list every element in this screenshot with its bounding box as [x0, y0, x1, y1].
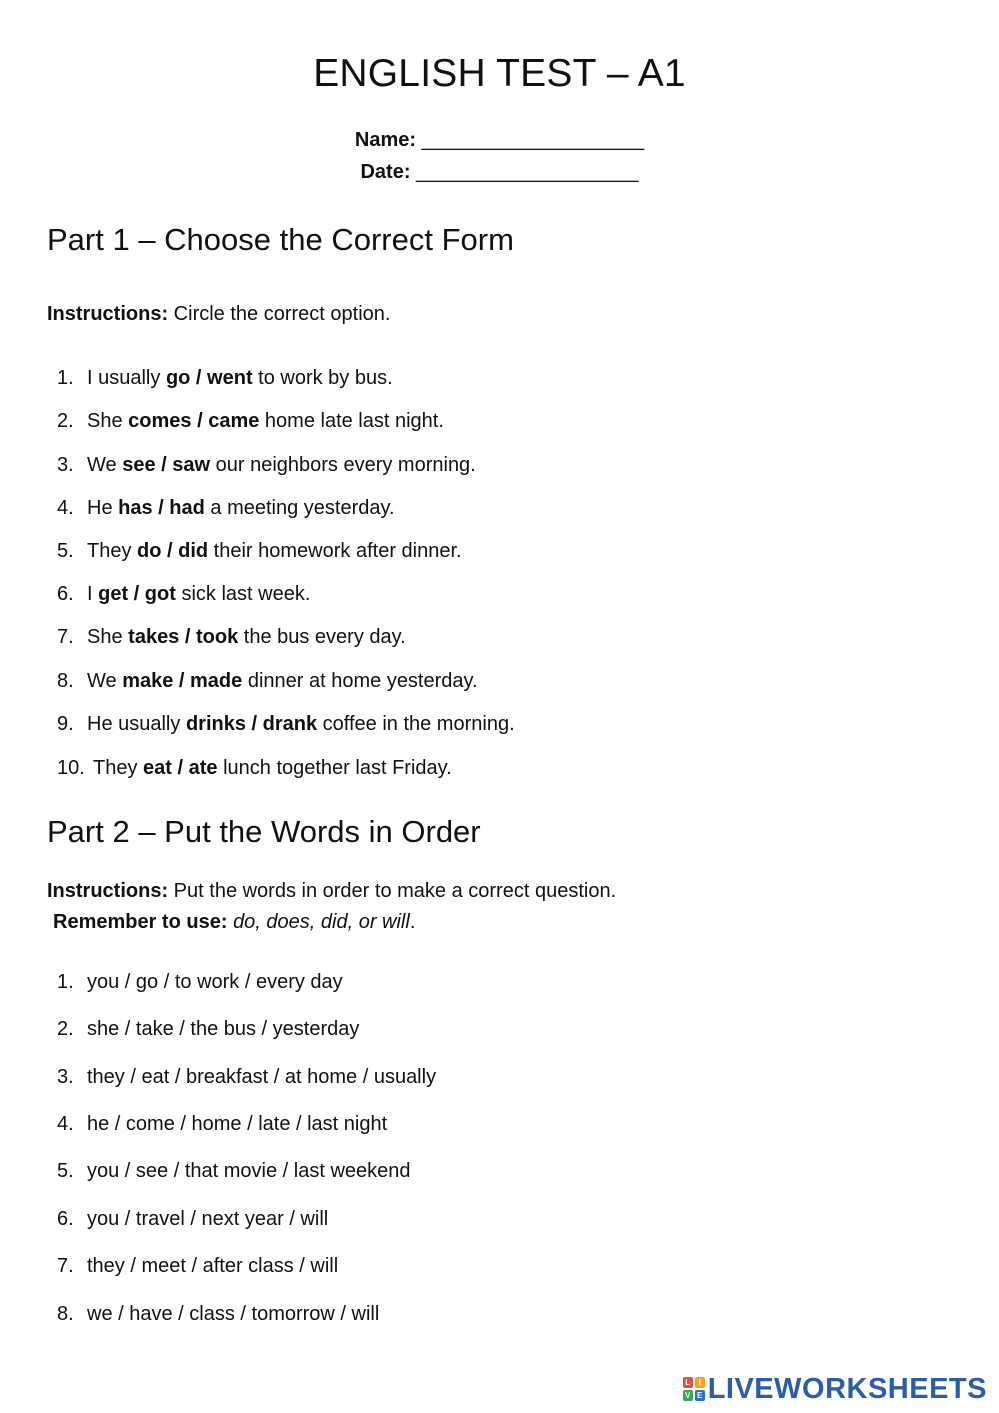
part1-question: [57, 540, 462, 563]
name-line[interactable]: ____________________: [421, 129, 645, 151]
question-text-before: He: [87, 497, 119, 519]
part2-question: [57, 1255, 338, 1278]
part2-question: [57, 1303, 379, 1326]
part1-instructions: [47, 303, 390, 326]
question-text-before: We: [87, 670, 123, 692]
part1-question: [57, 454, 476, 477]
part1-question: [57, 713, 515, 736]
logo-mark-i: I: [695, 1377, 705, 1388]
question-text-before: I: [87, 583, 99, 605]
part2-instructions-label: Instructions:: [47, 880, 169, 902]
part1-question: [57, 410, 444, 433]
question-text-after: our neighbors every morning.: [210, 454, 476, 476]
part2-remember-words: do, does, did, or will: [233, 911, 410, 933]
question-number: 9.: [57, 713, 74, 735]
question-number: 3.: [57, 454, 74, 476]
part2-question: [57, 1066, 436, 1089]
answer-options[interactable]: make / made: [122, 670, 243, 692]
question-text-before: I usually: [87, 367, 166, 389]
logo-text: LIVEWORKSHEETS: [707, 1372, 987, 1405]
answer-options[interactable]: eat / ate: [143, 757, 218, 779]
question-text-before: She: [87, 410, 129, 432]
answer-options[interactable]: do / did: [137, 540, 209, 562]
part2-question: [57, 971, 343, 994]
answer-options[interactable]: get / got: [98, 583, 176, 605]
page-title: ENGLISH TEST – A1: [313, 52, 686, 95]
question-number: 6.: [57, 583, 74, 605]
part1-question: [57, 670, 478, 693]
scrambled-words: you / travel / next year / will: [87, 1208, 329, 1230]
question-number: 5.: [57, 1160, 74, 1182]
part1-question: [57, 583, 310, 606]
part1-question: [57, 757, 452, 780]
scrambled-words: you / see / that movie / last weekend: [87, 1160, 411, 1182]
answer-options[interactable]: comes / came: [128, 410, 260, 432]
part2-remember: [53, 911, 415, 934]
question-number: 2.: [57, 410, 74, 432]
part2-question: [57, 1113, 387, 1136]
question-number: 10.: [57, 757, 85, 779]
question-number: 7.: [57, 1255, 74, 1277]
part1-question: [57, 367, 393, 390]
scrambled-words: they / meet / after class / will: [87, 1255, 339, 1277]
question-text-after: dinner at home yesterday.: [242, 670, 478, 692]
question-text-before: We: [87, 454, 123, 476]
question-text-after: the bus every day.: [238, 626, 406, 648]
part1-instructions-text: Circle the correct option.: [168, 303, 391, 325]
question-number: 8.: [57, 1303, 74, 1325]
part2-instructions: [47, 880, 616, 903]
question-number: 1.: [57, 971, 74, 993]
question-text-after: a meeting yesterday.: [204, 497, 395, 519]
question-number: 5.: [57, 540, 74, 562]
scrambled-words: he / come / home / late / last night: [87, 1113, 388, 1135]
date-label: Date:: [360, 161, 411, 183]
question-text-before: He usually: [87, 713, 186, 735]
question-number: 4.: [57, 1113, 74, 1135]
logo-mark-l: L: [683, 1377, 693, 1388]
part1-question: [57, 497, 395, 520]
part2-remember-end: .: [409, 911, 416, 933]
part2-instructions-text: Put the words in order to make a correct question.: [168, 880, 617, 902]
logo-mark-e: E: [695, 1390, 705, 1401]
part2-remember-label: Remember to use:: [53, 911, 228, 933]
date-line[interactable]: ____________________: [416, 161, 639, 183]
date-field: [0, 161, 999, 184]
answer-options[interactable]: drinks / drank: [185, 713, 318, 735]
scrambled-words: we / have / class / tomorrow / will: [87, 1303, 380, 1325]
scrambled-words: she / take / the bus / yesterday: [87, 1018, 360, 1040]
question-text-before: She: [87, 626, 129, 648]
question-text-after: coffee in the morning.: [317, 713, 515, 735]
scrambled-words: they / eat / breakfast / at home / usually: [87, 1066, 437, 1088]
part1-question: [57, 626, 406, 649]
part2-question: [57, 1208, 328, 1231]
answer-options[interactable]: has / had: [118, 497, 205, 519]
question-text-after: sick last week.: [175, 583, 311, 605]
question-number: 4.: [57, 497, 74, 519]
question-text-before: They: [93, 757, 144, 779]
question-number: 3.: [57, 1066, 74, 1088]
question-text-before: They: [87, 540, 138, 562]
question-text-after: to work by bus.: [252, 367, 393, 389]
logo-mark-v: V: [683, 1390, 693, 1401]
part2-question: [57, 1018, 359, 1041]
question-text-after: home late last night.: [259, 410, 444, 432]
part1-instructions-label: Instructions:: [47, 303, 169, 325]
scrambled-words: you / go / to work / every day: [87, 971, 343, 993]
answer-options[interactable]: see / saw: [122, 454, 211, 476]
question-number: 2.: [57, 1018, 74, 1040]
answer-options[interactable]: takes / took: [128, 626, 239, 648]
question-number: 1.: [57, 367, 74, 389]
part2-question: [57, 1160, 411, 1183]
question-text-after: their homework after dinner.: [208, 540, 462, 562]
liveworksheets-logo: [683, 1372, 987, 1406]
answer-options[interactable]: go / went: [165, 367, 253, 389]
part2-heading: Part 2 – Put the Words in Order: [47, 814, 481, 849]
question-text-after: lunch together last Friday.: [217, 757, 452, 779]
question-number: 8.: [57, 670, 74, 692]
liveworksheets-logo-icon: [683, 1377, 705, 1401]
question-number: 7.: [57, 626, 74, 648]
name-field: [0, 129, 999, 152]
name-label: Name:: [354, 129, 417, 151]
part1-heading: Part 1 – Choose the Correct Form: [47, 222, 514, 257]
question-number: 6.: [57, 1208, 74, 1230]
